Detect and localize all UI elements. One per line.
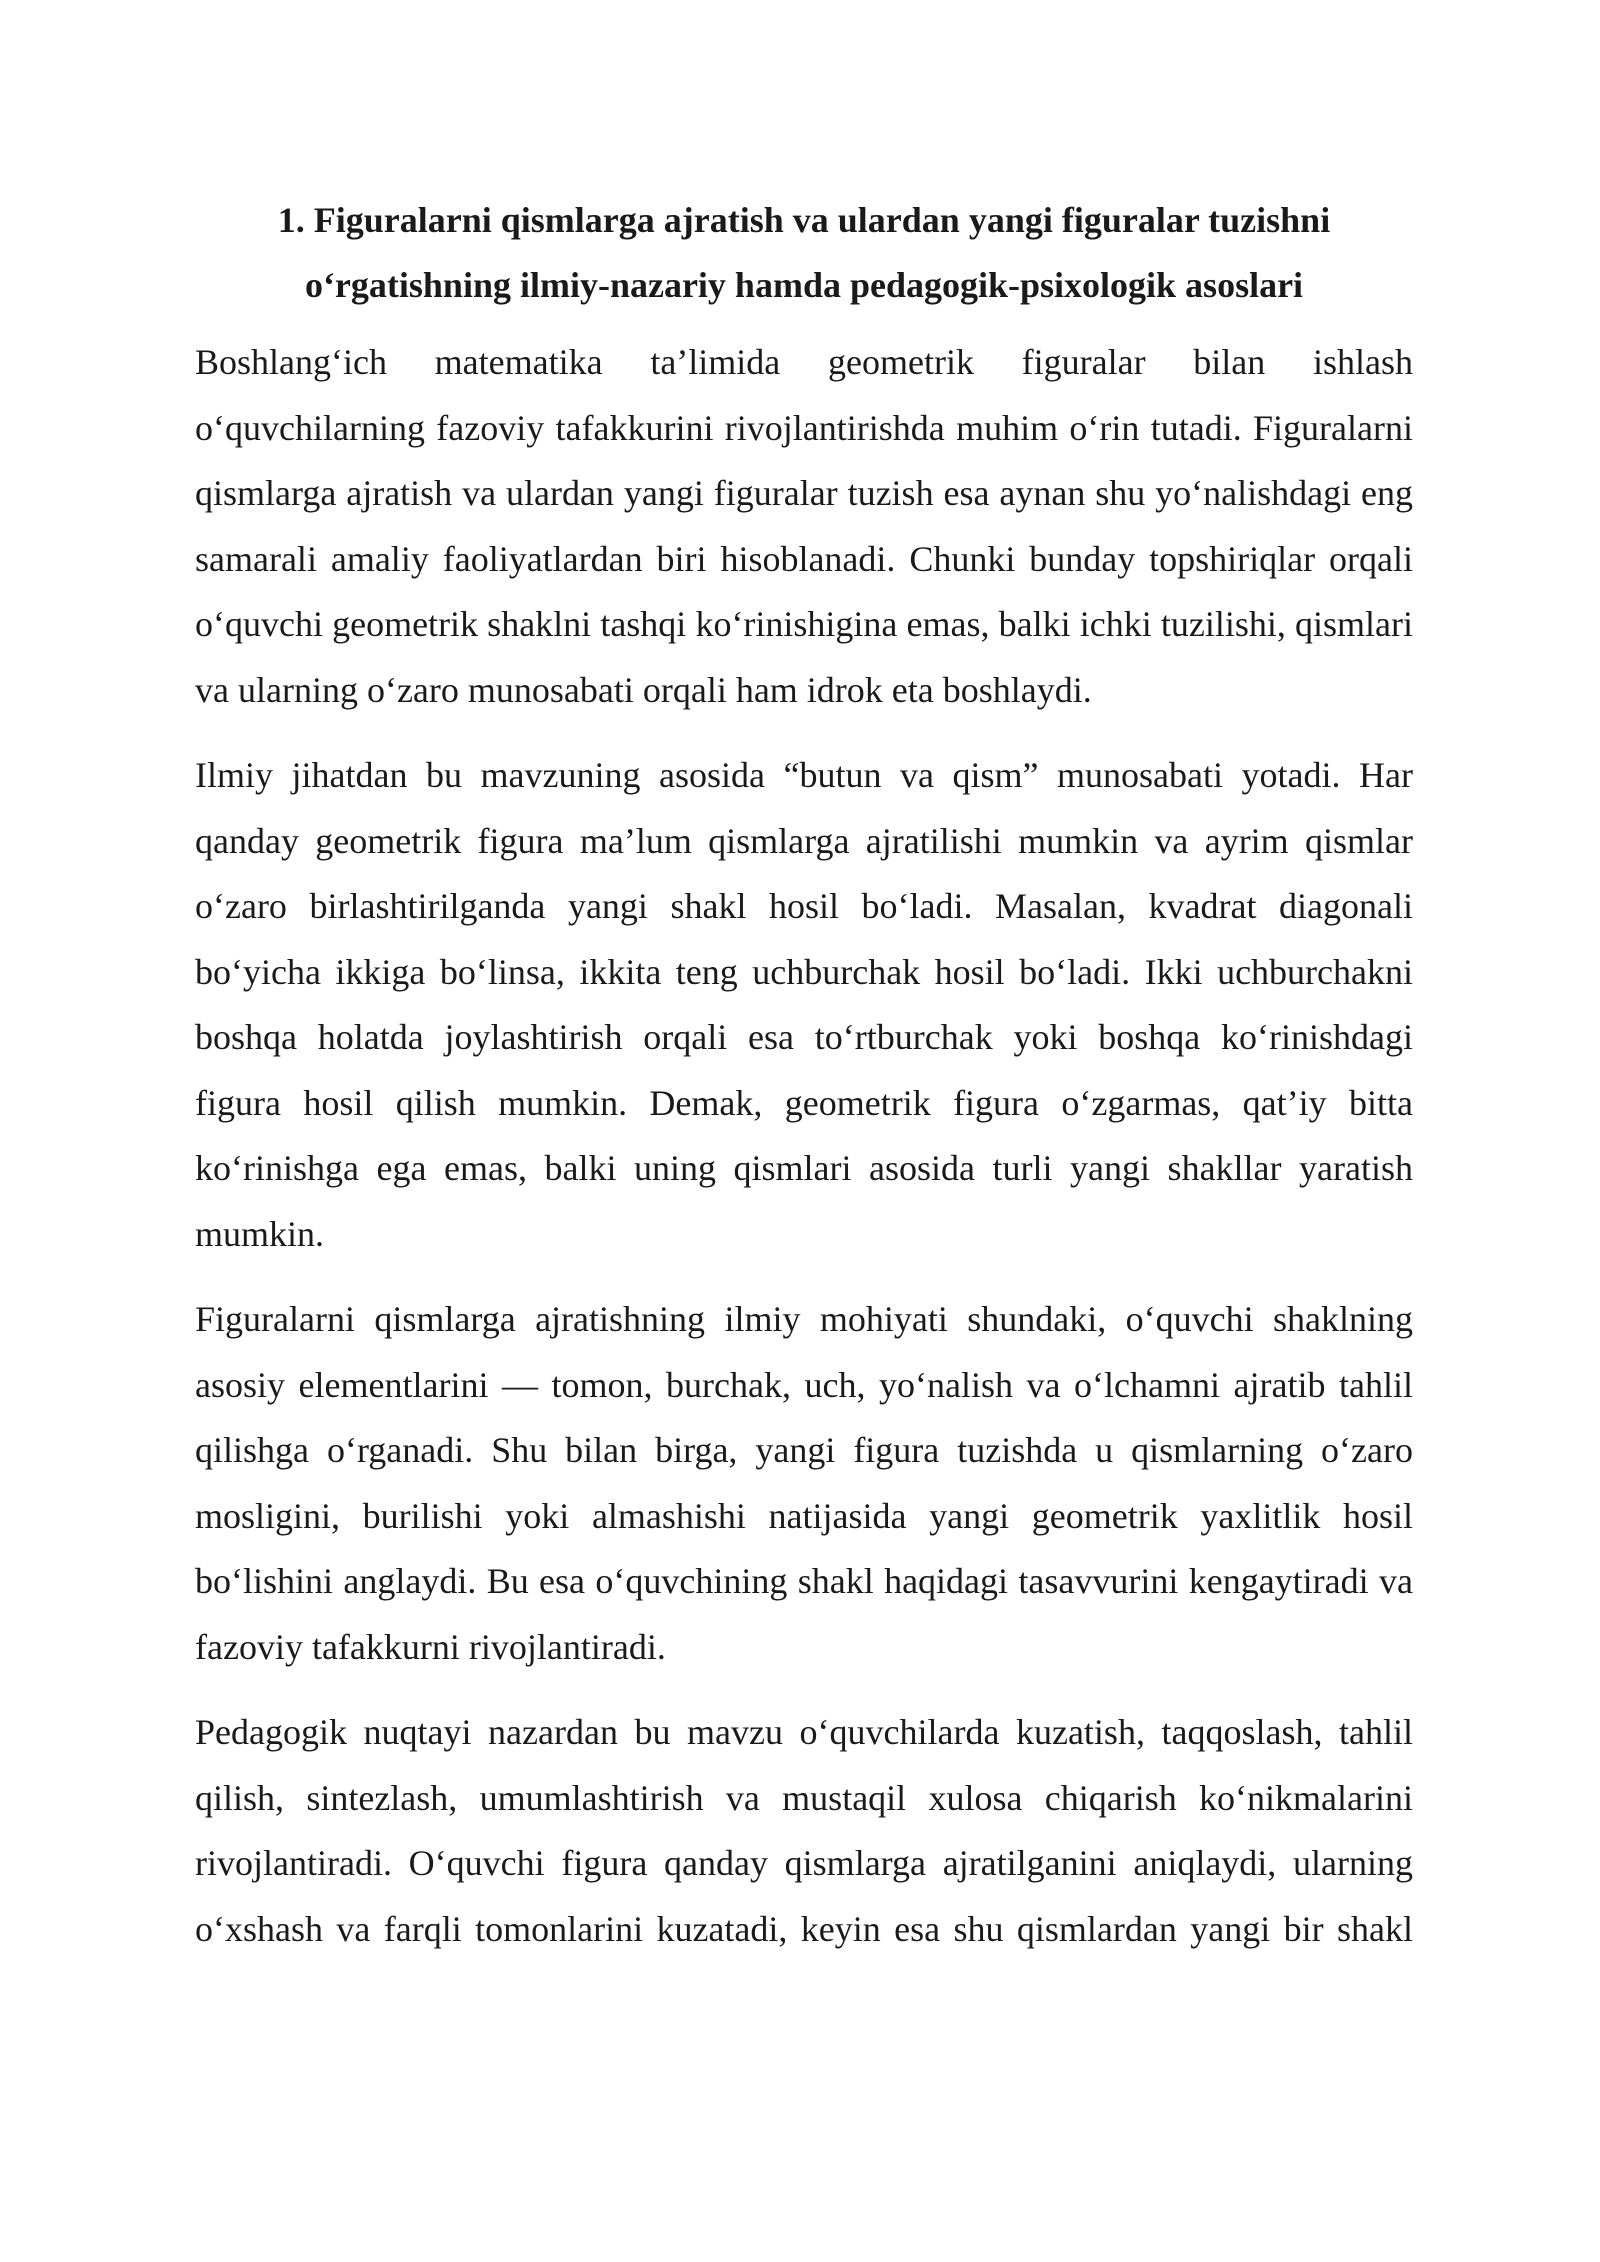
paragraph-3: Figuralarni qismlarga ajratishning ilmiy mohiyati shundaki, o‘quvchi shaklning asosiy elementlarini — tomon, burchak, uch, yo‘nalish va o‘lchamni ajratib tahlil qilishga o‘rganadi. Shu bilan birga, yangi figura tuzishda u qismlarning o‘zaro mosligini, burilishi yoki almashishi natijasida yangi geometrik yaxlitlik hosil bo‘lishini anglaydi. Bu esa o‘quvchining shakl haqidagi tasavvurini kengaytiradi va fazoviy tafakkurni rivojlantiradi.	[195, 1299, 1413, 1667]
paragraph-2: Ilmiy jihatdan bu mavzuning asosida “butun va qism” munosabati yotadi. Har qanday geometrik figura ma’lum qismlarga ajratilishi mumkin va ayrim qismlar o‘zaro birlashtirilganda yangi shakl hosil bo‘ladi. Masalan, kvadrat diagonali bo‘yicha ikkiga bo‘linsa, ikkita teng uchburchak hosil bo‘ladi. Ikki uchburchakni boshqa holatda joylashtirish orqali esa to‘rtburchak yoki boshqa ko‘rinishdagi figura hosil qilish mumkin. Demak, geometrik figura o‘zgarmas, qat’iy bitta ko‘rinishga ega emas, balki uning qismlari asosida turli yangi shakllar yaratish mumkin.	[195, 755, 1413, 1254]
paragraph-1: Boshlang‘ich matematika ta’limida geometrik figuralar bilan ishlash o‘quvchilarning fazoviy tafakkurini rivojlantirishda muhim o‘rin tutadi. Figuralarni qismlarga ajratish va ulardan yangi figuralar tuzish esa aynan shu yo‘nalishdagi eng samarali amaliy faoliyatlardan biri hisoblanadi. Chunki bunday topshiriqlar orqali o‘quvchi geometrik shaklni tashqi ko‘rinishigina emas, balki ichki tuzilishi, qismlari va ularning o‘zaro munosabati orqali ham idrok eta boshlaydi.	[195, 342, 1413, 710]
heading-line-2: o‘rgatishning ilmiy-nazariy hamda pedagogik-psixologik asoslari	[304, 265, 1304, 305]
section-heading	[195, 188, 1413, 318]
paragraph-4: Pedagogik nuqtayi nazardan bu mavzu o‘quvchilarda kuzatish, taqqoslash, tahlil qilish, sintezlash, umumlashtirish va mustaqil xulosa chiqarish ko‘nikmalarini rivojlantiradi. O‘quvchi figura qanday qismlarga ajratilganini aniqlaydi, ularning o‘xshash va farqli tomonlarini kuzatadi, keyin esa shu qismlardan yangi bir shakl	[195, 1712, 1413, 1949]
document-page	[195, 188, 1413, 1962]
heading-line-1: 1. Figuralarni qismlarga ajratish va ulardan yangi figuralar tuzishni	[277, 200, 1331, 240]
